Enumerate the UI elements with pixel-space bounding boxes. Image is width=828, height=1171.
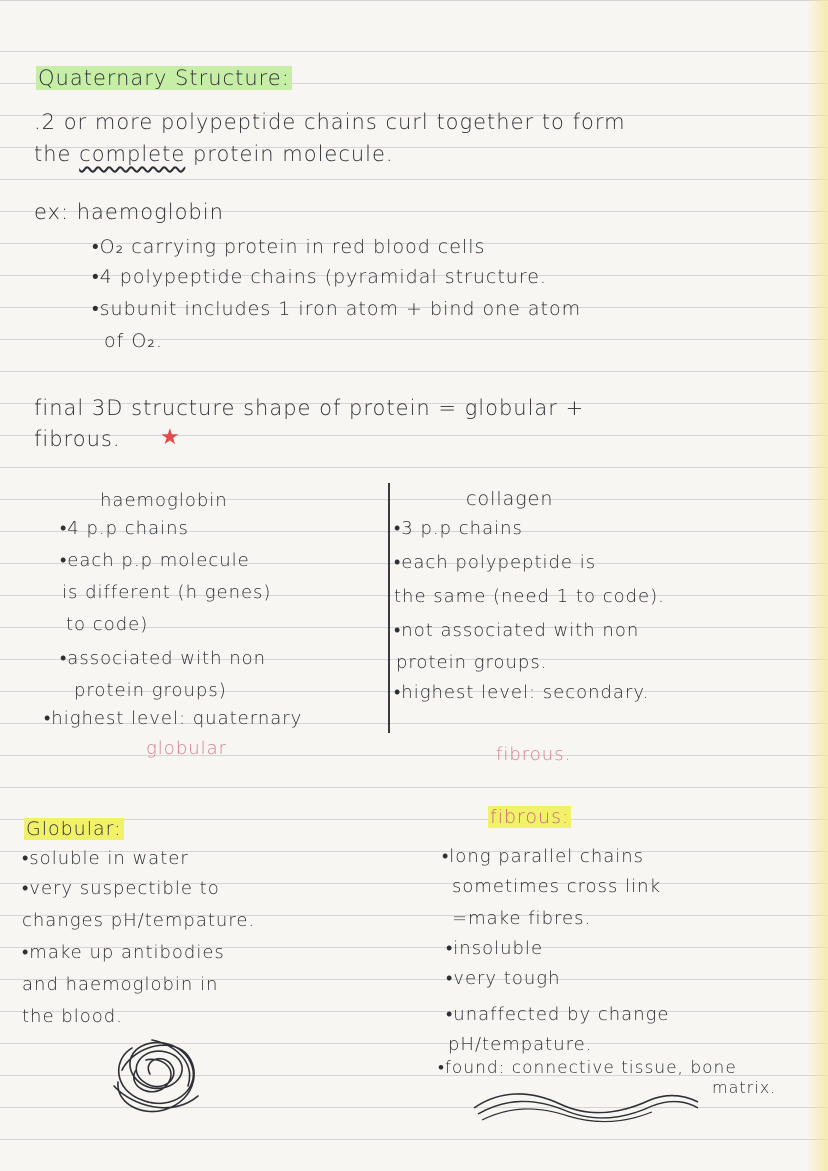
haemoglobin-line-4: to code) [66, 614, 149, 635]
globular-line-5: and haemoglobin in [22, 974, 219, 995]
example-bullet-3-cont: of O₂. [104, 330, 163, 352]
quaternary-line-1: .2 or more polypeptide chains curl together to form [34, 110, 626, 134]
collagen-title: collagen [466, 488, 554, 510]
fibrous-line-6: •unaffected by change [446, 1004, 670, 1025]
collagen-line-1: •3 p.p chains [394, 518, 523, 539]
fibrous-line-7: pH/tempature. [448, 1034, 593, 1055]
fibrous-line-2: sometimes cross link [452, 876, 661, 897]
fibrous-line-9: matrix. [712, 1078, 777, 1097]
haemoglobin-line-5: •associated with non [60, 648, 267, 669]
collagen-line-4: •not associated with non [394, 620, 640, 641]
page-edge-highlight [806, 0, 828, 1171]
collagen-tag: fibrous. [496, 744, 572, 765]
example-label: ex: haemoglobin [34, 200, 224, 224]
quaternary-line-2-c: protein molecule. [192, 142, 394, 166]
haemoglobin-line-3: is different (h genes) [62, 582, 272, 603]
example-bullet-2: •4 polypeptide chains (pyramidal structure. [92, 266, 547, 288]
fibrous-heading-text: fibrous: [490, 806, 570, 828]
collagen-line-3: the same (need 1 to code). [394, 586, 665, 607]
star-icon: ★ [160, 425, 180, 450]
collagen-line-5: protein groups. [396, 652, 548, 673]
example-bullet-1: •O₂ carrying protein in red blood cells [92, 236, 486, 258]
quaternary-line-2 [34, 142, 394, 166]
fibrous-protein-wavy-lines [470, 1084, 702, 1128]
final-structure-line-1: final 3D structure shape of protein = globular + [34, 396, 585, 420]
fibrous-line-8: •found: connective tissue, bone [438, 1058, 737, 1078]
haemoglobin-line-2: •each p.p molecule [60, 550, 250, 571]
globular-line-4: •make up antibodies [22, 942, 225, 963]
quaternary-line-2-a: the [34, 142, 72, 166]
fibrous-heading [488, 806, 571, 828]
globular-protein-scribble [102, 1030, 214, 1120]
globular-line-1: •soluble in water [22, 848, 189, 869]
globular-heading-text: Globular: [26, 818, 122, 840]
globular-line-6: the blood. [22, 1006, 123, 1027]
haemoglobin-line-6: protein groups) [74, 680, 227, 701]
quaternary-line-2-complete: complete [79, 142, 186, 166]
globular-heading [24, 818, 124, 840]
haemoglobin-title: haemoglobin [100, 490, 228, 511]
fibrous-line-5: •very tough [446, 968, 561, 989]
globular-line-2: •very suspectible to [22, 878, 220, 899]
quaternary-heading [36, 66, 292, 90]
final-structure-line-2: fibrous. [34, 427, 121, 451]
haemoglobin-line-7: •highest level: quaternary [44, 708, 303, 729]
globular-line-3: changes pH/tempature. [22, 910, 256, 931]
haemoglobin-tag: globular [146, 738, 228, 759]
fibrous-line-4: •insoluble [446, 938, 544, 959]
fibrous-line-1: •long parallel chains [442, 846, 645, 867]
collagen-line-6: •highest level: secondary. [394, 682, 650, 703]
quaternary-heading-text: Quaternary Structure: [38, 66, 290, 90]
haemoglobin-line-1: •4 p.p chains [60, 518, 189, 539]
example-bullet-3: •subunit includes 1 iron atom + bind one atom [92, 298, 582, 320]
collagen-line-2: •each polypeptide is [394, 552, 597, 573]
column-divider [388, 483, 390, 733]
fibrous-line-3: =make fibres. [452, 908, 592, 929]
